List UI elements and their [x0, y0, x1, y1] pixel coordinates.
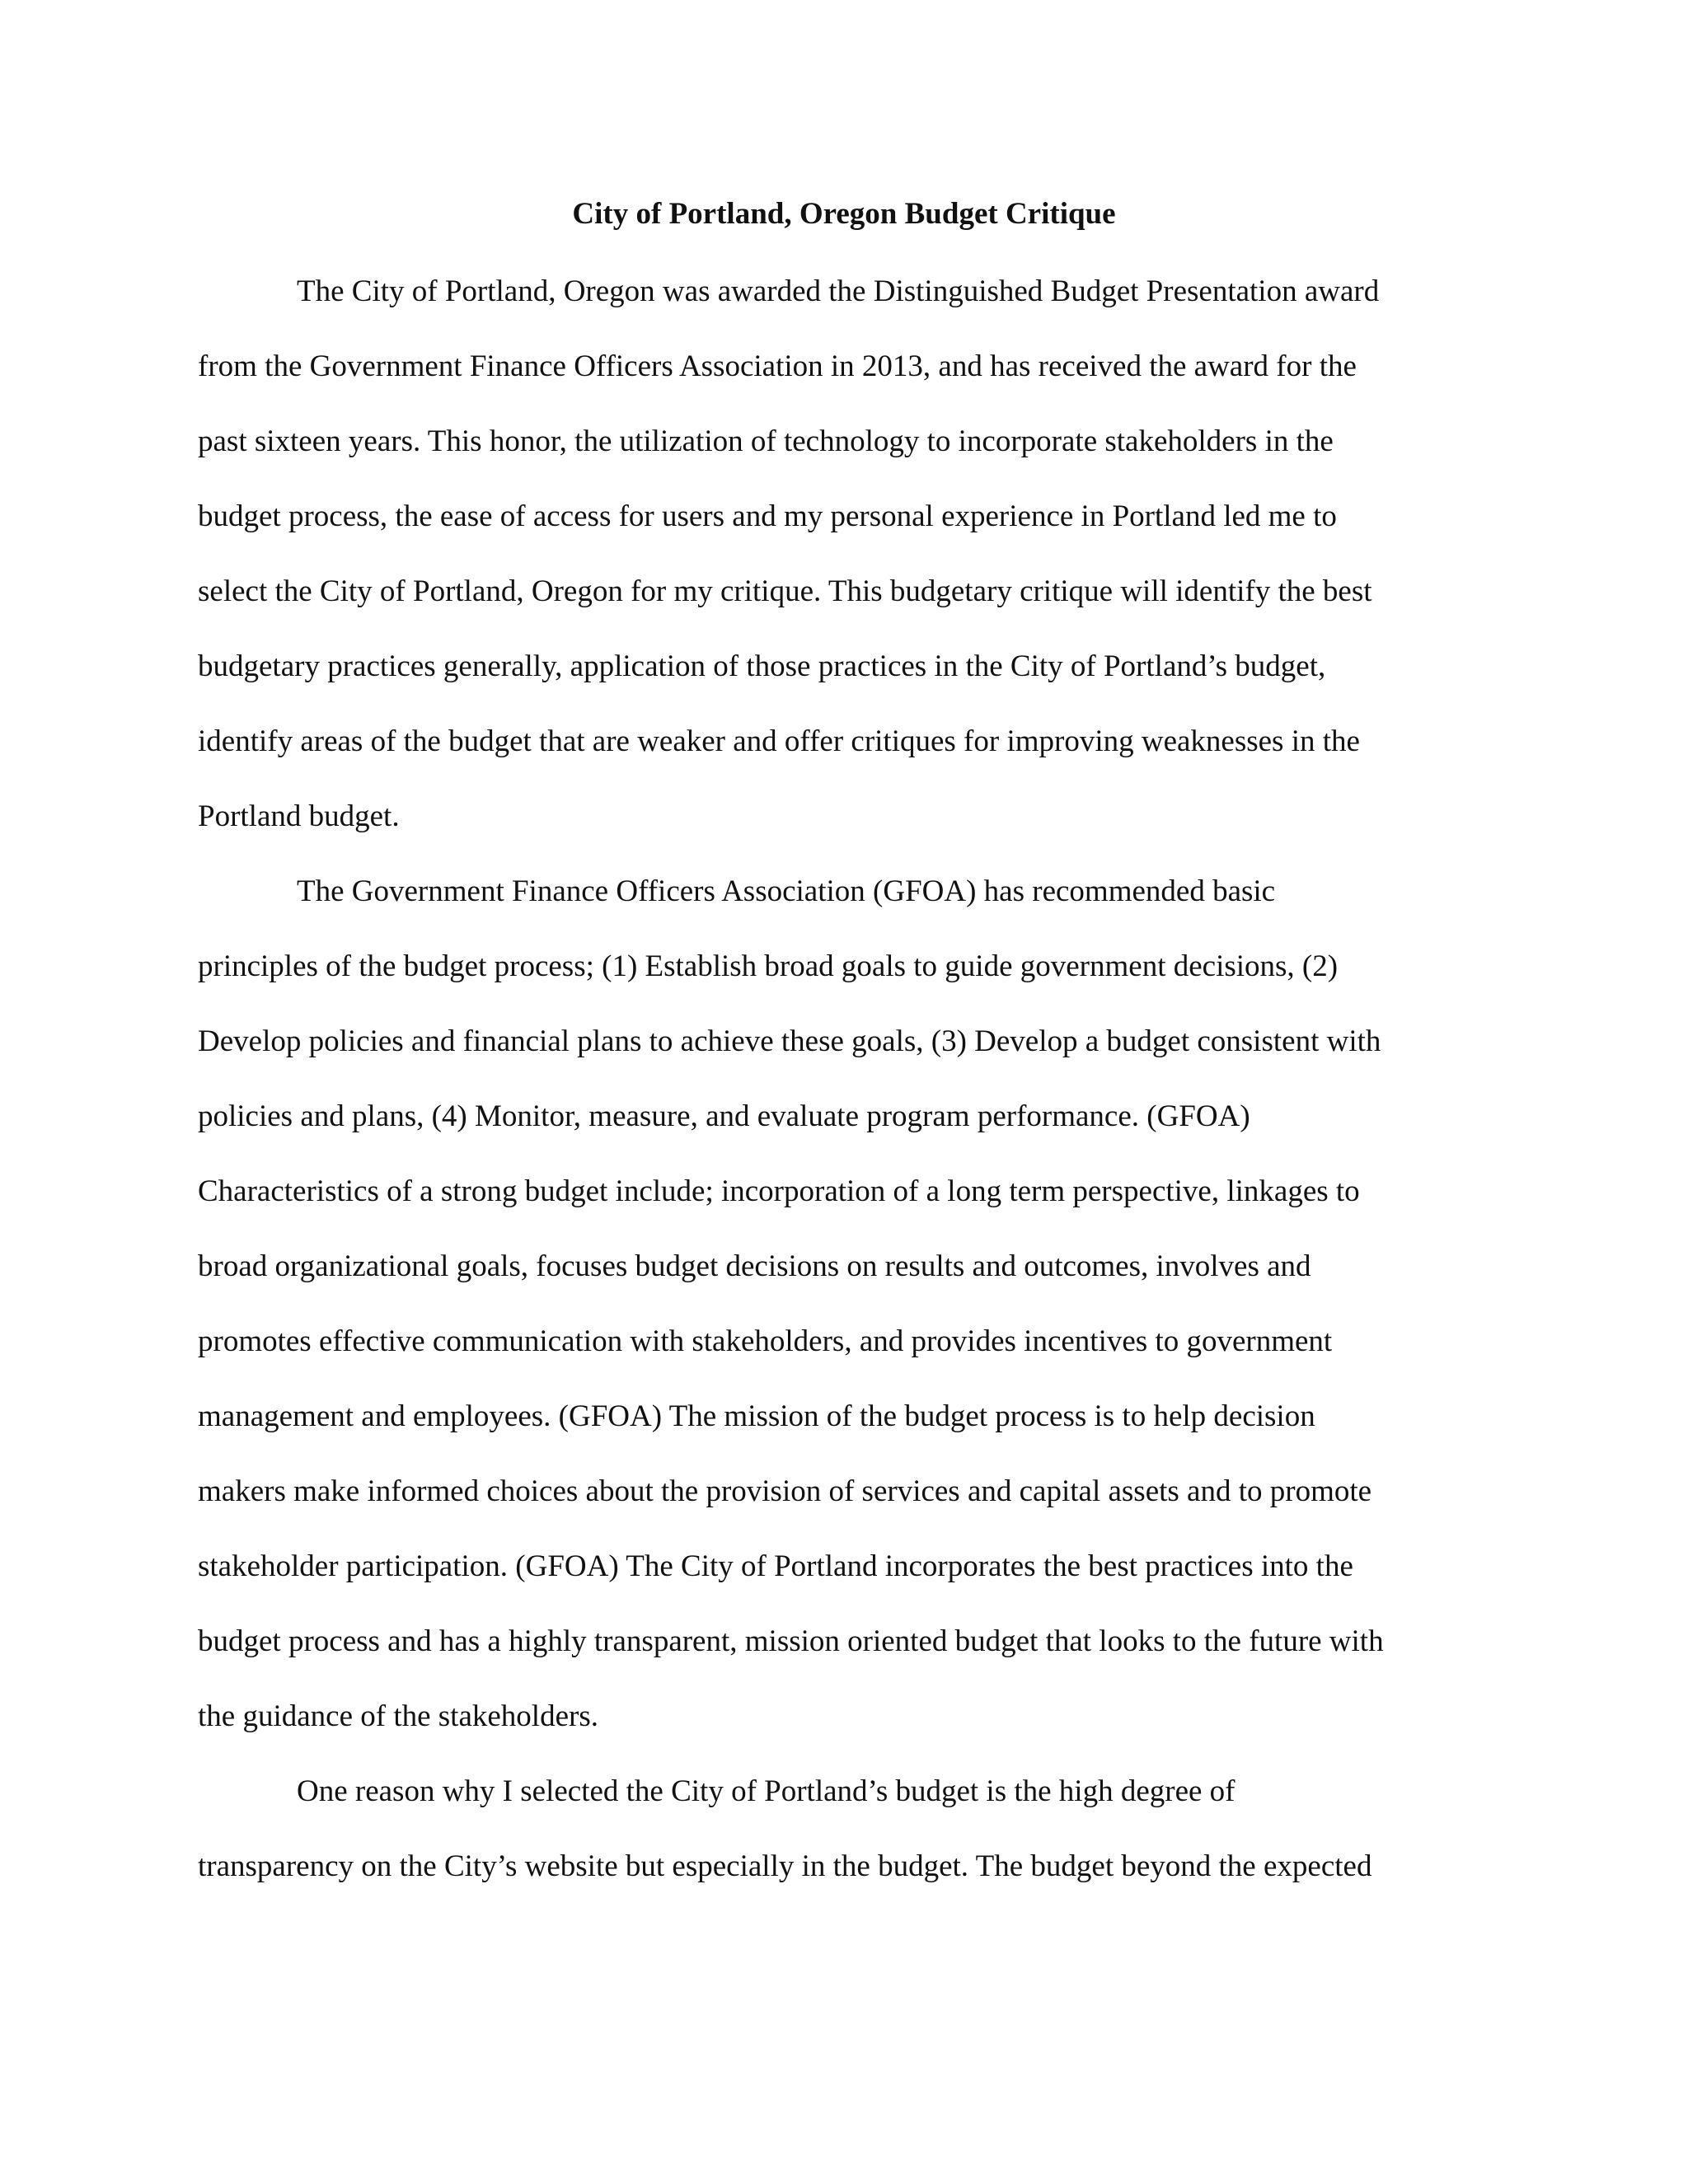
paragraph-1-line-6: budgetary practices generally, application of those practices in the City of Portland’s budget,	[198, 649, 1326, 683]
paragraph-2-line-5: Characteristics of a strong budget include; incorporation of a long term perspective, linkages to	[198, 1174, 1360, 1208]
paragraph-1-line-7: identify areas of the budget that are weaker and offer critiques for improving weaknesses in the	[198, 724, 1360, 758]
paragraph-2-line-10: stakeholder participation. (GFOA) The City of Portland incorporates the best practices into the	[198, 1549, 1353, 1583]
paragraph-1-line-5: select the City of Portland, Oregon for my critique. This budgetary critique will identify the best	[198, 574, 1372, 608]
paragraph-3-line-1: One reason why I selected the City of Portland’s budget is the high degree of	[297, 1774, 1236, 1808]
paragraph-2-line-12: the guidance of the stakeholders.	[198, 1699, 598, 1733]
paragraph-1-line-3: past sixteen years. This honor, the utilization of technology to incorporate stakeholders in the	[198, 424, 1334, 458]
paragraph-2-line-6: broad organizational goals, focuses budget decisions on results and outcomes, involves and	[198, 1249, 1311, 1283]
paragraph-2-line-1: The Government Finance Officers Association (GFOA) has recommended basic	[297, 874, 1276, 908]
paragraph-1-line-1: The City of Portland, Oregon was awarded the Distinguished Budget Presentation award	[297, 274, 1380, 308]
document-title: City of Portland, Oregon Budget Critique	[572, 197, 1116, 231]
paragraph-3-line-2: transparency on the City’s website but especially in the budget. The budget beyond the expected	[198, 1849, 1372, 1883]
paragraph-1-line-4: budget process, the ease of access for users and my personal experience in Portland led me to	[198, 499, 1337, 533]
paragraph-2-line-2: principles of the budget process; (1) Establish broad goals to guide government decisions, (2)	[198, 949, 1339, 983]
paragraph-2-line-3: Develop policies and financial plans to achieve these goals, (3) Develop a budget consistent with	[198, 1024, 1381, 1058]
paragraph-2-line-9: makers make informed choices about the provision of services and capital assets and to promote	[198, 1474, 1372, 1508]
paragraph-2-line-4: policies and plans, (4) Monitor, measure, and evaluate program performance. (GFOA)	[198, 1099, 1250, 1133]
paragraph-1-line-8: Portland budget.	[198, 799, 400, 833]
paragraph-2-line-8: management and employees. (GFOA) The mission of the budget process is to help decision	[198, 1399, 1315, 1433]
paragraph-2-line-11: budget process and has a highly transparent, mission oriented budget that looks to the future with	[198, 1624, 1384, 1658]
paragraph-1-line-2: from the Government Finance Officers Association in 2013, and has received the award for the	[198, 349, 1357, 383]
paragraph-2-line-7: promotes effective communication with stakeholders, and provides incentives to government	[198, 1324, 1333, 1358]
